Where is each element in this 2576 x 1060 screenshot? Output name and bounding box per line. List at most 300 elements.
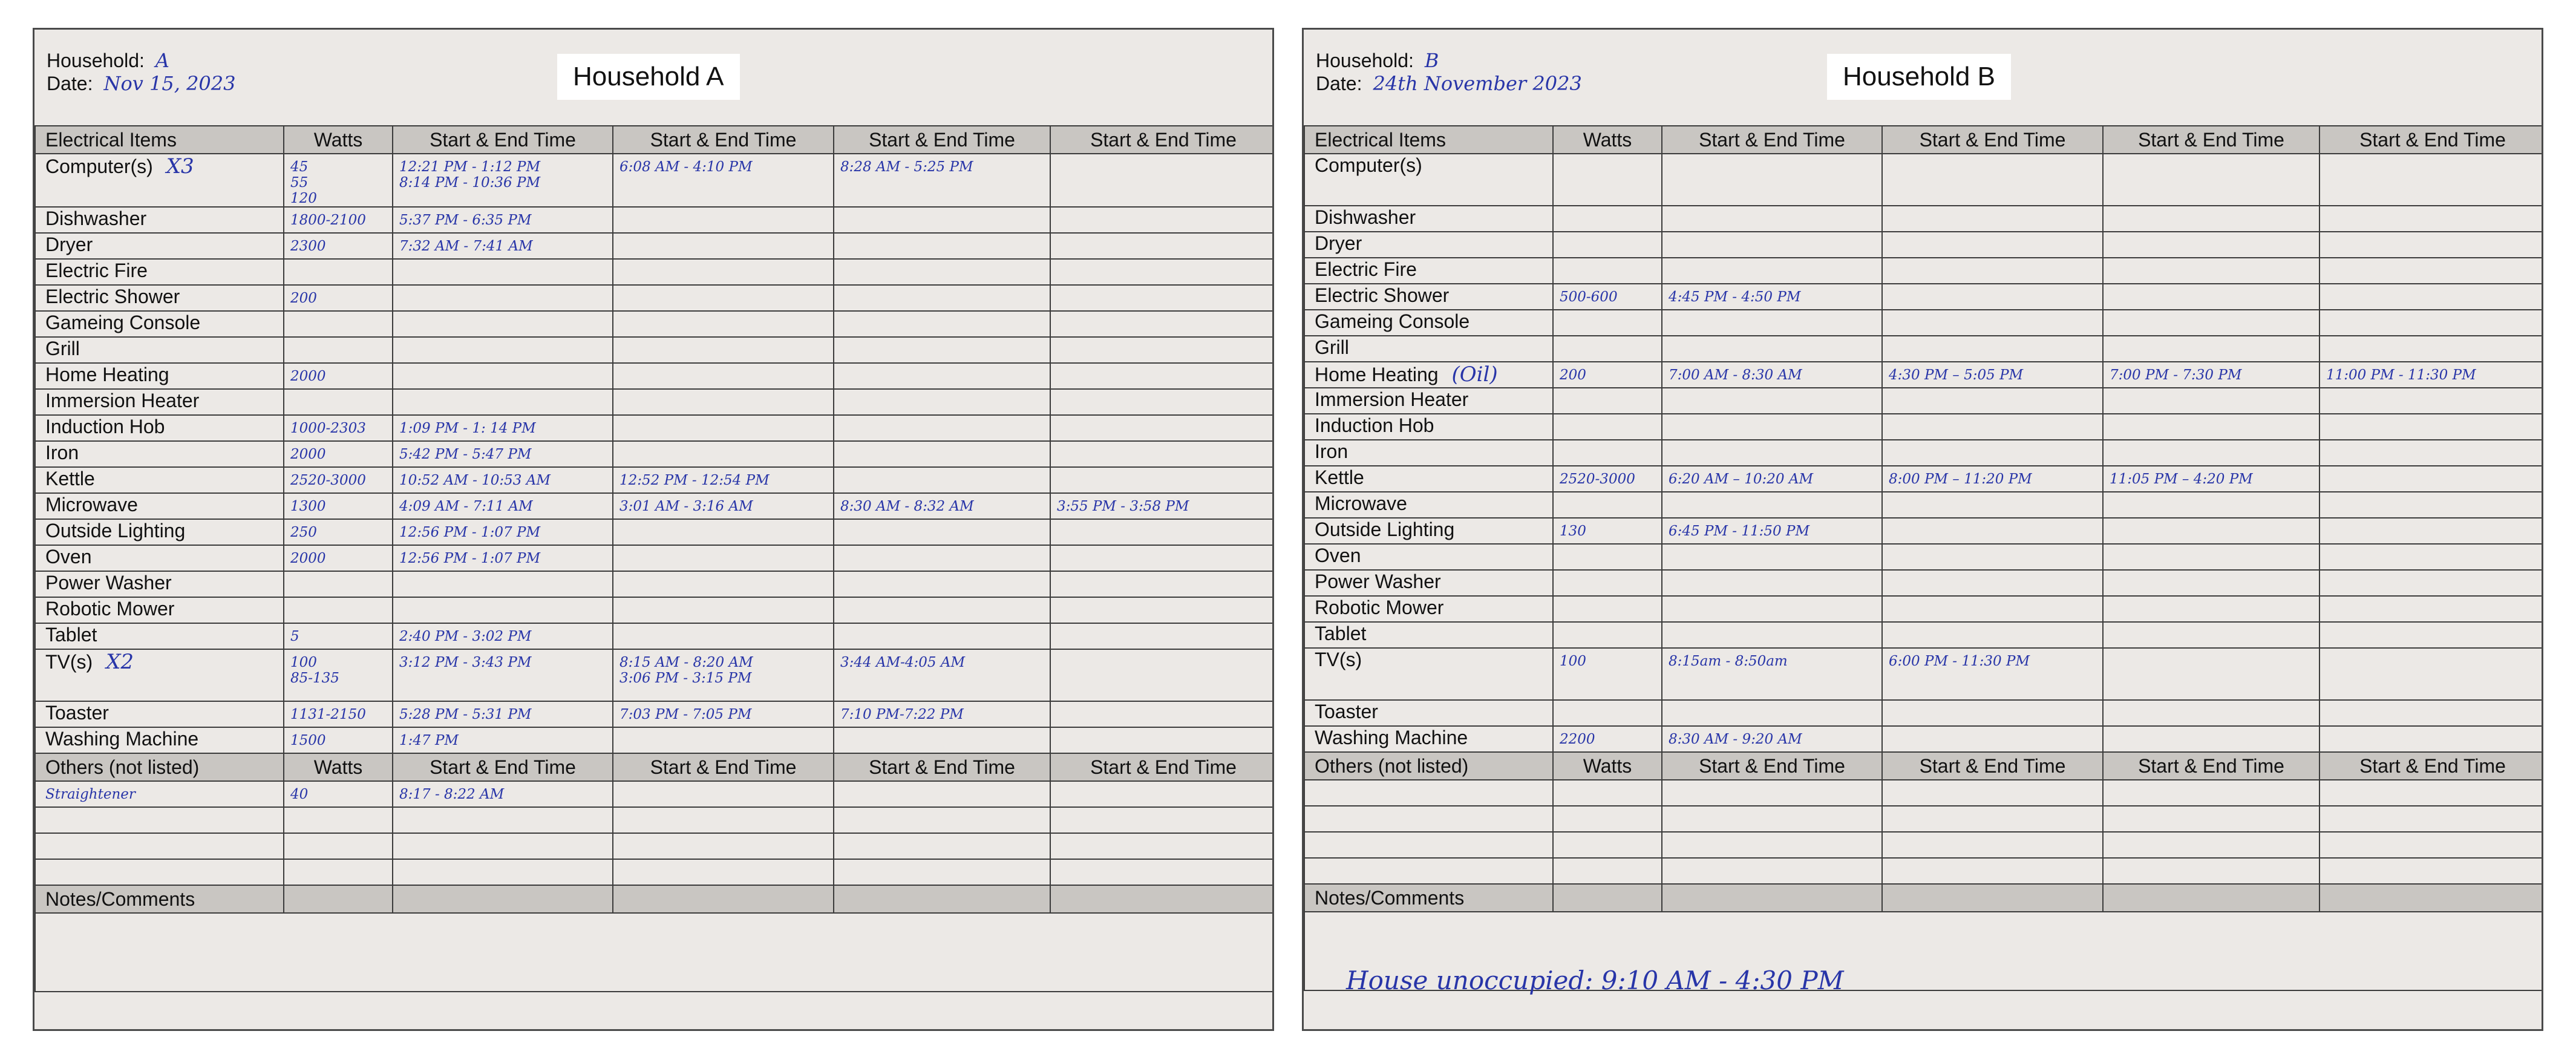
- start-end-time-header: Start & End Time: [2319, 126, 2543, 154]
- time-cell: [613, 311, 834, 337]
- item-row: [1304, 570, 2543, 596]
- time-value: 4:09 AM - 7:11 AM: [399, 499, 533, 514]
- time-cell: [613, 519, 834, 545]
- time-value: [619, 782, 827, 787]
- watts-cell: [1553, 544, 1662, 570]
- item-cell: [1304, 570, 1553, 596]
- item-cell: [1304, 388, 1553, 414]
- time-value: [1889, 440, 2096, 445]
- time-value: [2326, 206, 2539, 211]
- time-cell: [613, 207, 834, 233]
- start-end-time-header: Start & End Time: [2103, 126, 2319, 154]
- item-row: [35, 415, 1274, 441]
- time-cell: [2103, 648, 2319, 700]
- item-row: [1304, 388, 2543, 414]
- item-cell: [35, 363, 284, 389]
- item-label: TV(s): [45, 651, 93, 673]
- time-value: 6:00 PM - 11:30 PM: [1889, 653, 2030, 669]
- time-value: [2326, 258, 2539, 263]
- item-label: Oven: [45, 546, 92, 568]
- time-cell: [2319, 284, 2543, 310]
- watts-value: 40: [290, 787, 309, 802]
- start-end-time-header: Start & End Time: [613, 753, 834, 781]
- time-value: [1889, 310, 2096, 315]
- time-value: 7:32 AM - 7:41 AM: [399, 238, 533, 254]
- time-value: [2110, 727, 2313, 731]
- time-value: [1669, 336, 1875, 341]
- watts-cell: [284, 781, 393, 807]
- time-cell: [1662, 336, 1882, 362]
- item-cell: [1304, 284, 1553, 310]
- time-value: [840, 208, 1044, 212]
- watts-value: [290, 860, 386, 865]
- item-cell: [35, 415, 284, 441]
- time-value: [619, 598, 827, 603]
- item-cell: [1304, 414, 1553, 440]
- time-cell: [393, 493, 613, 519]
- others-header: Others (not listed): [1304, 752, 1553, 780]
- watts-value: 2000: [290, 551, 326, 566]
- usage-table: [1304, 125, 2543, 991]
- item-cell: [1304, 780, 1553, 806]
- time-value: [840, 728, 1044, 733]
- time-value: [619, 390, 827, 394]
- time-cell: [2103, 622, 2319, 648]
- time-value: [1057, 598, 1270, 603]
- time-cell: [2319, 596, 2543, 622]
- time-cell: [2103, 806, 2319, 832]
- watts-cell: [1553, 232, 1662, 258]
- item-row: [35, 493, 1274, 519]
- time-cell: [1662, 570, 1882, 596]
- watts-value: [1560, 623, 1655, 627]
- header-row: [1304, 752, 2543, 780]
- time-value: [1057, 442, 1270, 447]
- time-value: [1057, 234, 1270, 238]
- watts-cell: [1553, 362, 1662, 388]
- time-value: [2326, 466, 2539, 471]
- time-cell: [613, 389, 834, 415]
- watts-cell: [284, 207, 393, 233]
- watts-value: [290, 312, 386, 316]
- item-label: Induction Hob: [1315, 414, 1434, 436]
- time-value: [1669, 206, 1875, 211]
- time-value: [1889, 492, 2096, 497]
- time-value: 12:56 PM - 1:07 PM: [399, 551, 540, 566]
- time-value: [2110, 571, 2313, 575]
- time-value: [1057, 468, 1270, 473]
- time-value: [2110, 649, 2313, 653]
- time-value: 6:45 PM - 11:50 PM: [1669, 523, 1809, 539]
- time-value: [1669, 701, 1875, 705]
- item-label: Gameing Console: [1315, 310, 1470, 332]
- time-value: 11:05 PM – 4:20 PM: [2110, 471, 2253, 487]
- time-value: [1669, 545, 1875, 549]
- time-cell: [834, 233, 1050, 259]
- item-label: Immersion Heater: [1315, 388, 1469, 410]
- time-cell: [2103, 258, 2319, 284]
- time-cell: [1662, 700, 1882, 726]
- time-cell: [613, 701, 834, 727]
- time-cell: [1662, 258, 1882, 284]
- time-cell: [834, 623, 1050, 649]
- time-cell: [1882, 232, 2103, 258]
- time-cell: [613, 571, 834, 597]
- watts-cell: [1553, 466, 1662, 492]
- item-cell: [1304, 858, 1553, 884]
- time-cell: [613, 727, 834, 753]
- time-value: 5:28 PM - 5:31 PM: [399, 707, 532, 722]
- item-label: Home Heating: [1315, 364, 1439, 385]
- time-value: [619, 520, 827, 525]
- time-cell: [1050, 154, 1274, 207]
- time-cell: [1050, 285, 1274, 311]
- item-label: Washing Machine: [45, 728, 199, 750]
- time-cell: [834, 859, 1050, 885]
- watts-cell: [284, 519, 393, 545]
- item-label: Gameing Console: [45, 312, 201, 333]
- time-value: [399, 834, 606, 839]
- date-value: 24th November 2023: [1373, 72, 1582, 95]
- time-value: [399, 364, 606, 368]
- time-cell: [613, 649, 834, 701]
- watts-value: [1560, 388, 1655, 393]
- notes-header-blank: [1050, 885, 1274, 913]
- item-label: Induction Hob: [45, 416, 165, 437]
- time-cell: [613, 859, 834, 885]
- time-value: [2326, 780, 2539, 785]
- time-value: 12:56 PM - 1:07 PM: [399, 525, 540, 540]
- other-row: [1304, 832, 2543, 858]
- watts-header: Watts: [1553, 126, 1662, 154]
- time-value: [2110, 284, 2313, 289]
- time-cell: [1882, 154, 2103, 206]
- time-value: [1889, 206, 2096, 211]
- item-row: [35, 337, 1274, 363]
- item-label: Dryer: [1315, 232, 1362, 254]
- time-cell: [834, 285, 1050, 311]
- household-b-sheet: [1302, 28, 2543, 1031]
- time-value: 12:52 PM - 12:54 PM: [619, 473, 770, 488]
- item-cell: [1304, 154, 1553, 206]
- watts-cell: [284, 649, 393, 701]
- time-value: [2110, 414, 2313, 419]
- time-value: [2326, 388, 2539, 393]
- watts-value: [290, 598, 386, 603]
- time-value: 7:00 AM - 8:30 AM: [1669, 367, 1802, 383]
- time-cell: [393, 207, 613, 233]
- time-value: [2110, 336, 2313, 341]
- watts-value: [1560, 859, 1655, 863]
- item-row: [1304, 544, 2543, 570]
- time-cell: [2319, 440, 2543, 466]
- time-cell: [2319, 518, 2543, 544]
- time-value: [2110, 154, 2313, 159]
- time-cell: [2103, 700, 2319, 726]
- time-value: 3:01 AM - 3:16 AM: [619, 499, 753, 514]
- start-end-time-header: Start & End Time: [1050, 753, 1274, 781]
- notes-text: House unoccupied: 9:10 AM - 4:30 PM: [1346, 966, 1844, 995]
- time-cell: [2319, 700, 2543, 726]
- time-value: [619, 624, 827, 629]
- time-cell: [613, 781, 834, 807]
- time-value: [2326, 519, 2539, 523]
- item-row: [1304, 206, 2543, 232]
- watts-value: [1560, 833, 1655, 837]
- time-value: [1057, 338, 1270, 342]
- other-item-label: [45, 860, 277, 865]
- time-cell: [2319, 388, 2543, 414]
- item-label: Tablet: [1315, 623, 1367, 644]
- item-cell: [35, 207, 284, 233]
- watts-value: 2000: [290, 368, 326, 384]
- time-cell: [1662, 832, 1882, 858]
- item-note: X2: [106, 650, 134, 674]
- time-cell: [1882, 336, 2103, 362]
- watts-cell: [1553, 518, 1662, 544]
- item-label: TV(s): [1315, 649, 1362, 670]
- time-cell: [1882, 440, 2103, 466]
- time-value: 6:08 AM - 4:10 PM: [619, 159, 753, 175]
- household-value: B: [1424, 49, 1439, 72]
- item-label: Washing Machine: [1315, 727, 1468, 748]
- item-row: [1304, 700, 2543, 726]
- item-cell: [35, 545, 284, 571]
- time-cell: [613, 233, 834, 259]
- time-value: 8:15am - 8:50am: [1669, 653, 1788, 669]
- time-value: [619, 416, 827, 420]
- item-row: [35, 701, 1274, 727]
- time-value: [2326, 806, 2539, 811]
- time-value: [1889, 232, 2096, 237]
- time-value: [1669, 388, 1875, 393]
- watts-cell: [284, 389, 393, 415]
- time-cell: [834, 571, 1050, 597]
- start-end-time-header: Start & End Time: [1662, 752, 1882, 780]
- time-cell: [2103, 440, 2319, 466]
- item-label: Electric Shower: [1315, 284, 1450, 306]
- item-label: Toaster: [45, 702, 109, 724]
- item-row: [35, 154, 1274, 207]
- item-label: Power Washer: [45, 572, 172, 594]
- other-item-label: [1315, 833, 1546, 837]
- time-cell: [834, 701, 1050, 727]
- time-value: [1057, 286, 1270, 290]
- header-row: [1304, 126, 2543, 154]
- time-value: [2110, 206, 2313, 211]
- item-row: [35, 233, 1274, 259]
- time-cell: [1050, 467, 1274, 493]
- notes-header-blank: [1553, 884, 1662, 912]
- time-value: [1057, 782, 1270, 787]
- time-value: [1889, 154, 2096, 159]
- item-label: Oven: [1315, 545, 1361, 566]
- time-value: [1669, 780, 1875, 785]
- item-label: Computer(s): [1315, 154, 1422, 176]
- time-cell: [2103, 518, 2319, 544]
- item-label: Computer(s): [45, 155, 153, 177]
- time-cell: [2319, 622, 2543, 648]
- watts-cell: [1553, 726, 1662, 752]
- item-cell: [35, 833, 284, 859]
- item-label: Immersion Heater: [45, 390, 200, 411]
- item-label: Iron: [1315, 440, 1348, 462]
- time-cell: [1882, 596, 2103, 622]
- time-value: 8:17 - 8:22 AM: [399, 787, 505, 802]
- item-cell: [35, 337, 284, 363]
- watts-cell: [1553, 336, 1662, 362]
- time-cell: [2319, 336, 2543, 362]
- watts-value: [290, 572, 386, 577]
- watts-value: 2200: [1560, 731, 1595, 747]
- watts-value: [290, 390, 386, 394]
- time-cell: [1050, 389, 1274, 415]
- time-value: [1669, 571, 1875, 575]
- time-value: [840, 782, 1044, 787]
- item-label: Iron: [45, 442, 79, 463]
- watts-cell: [1553, 570, 1662, 596]
- time-cell: [834, 259, 1050, 285]
- start-end-time-header: Start & End Time: [1882, 752, 2103, 780]
- notes-header-blank: [2103, 884, 2319, 912]
- item-row: [1304, 362, 2543, 388]
- item-row: [1304, 154, 2543, 206]
- watts-cell: [1553, 622, 1662, 648]
- time-cell: [393, 727, 613, 753]
- time-cell: [1882, 570, 2103, 596]
- notes-header-row: [35, 885, 1274, 913]
- watts-value: [1560, 206, 1655, 211]
- other-item-label: Straightener: [45, 787, 136, 802]
- watts-cell: [284, 467, 393, 493]
- watts-cell: [284, 493, 393, 519]
- item-row: [35, 623, 1274, 649]
- item-label: Electric Shower: [45, 286, 180, 307]
- item-label: Outside Lighting: [45, 520, 186, 541]
- watts-cell: [1553, 596, 1662, 622]
- time-cell: [2103, 232, 2319, 258]
- item-cell: [1304, 622, 1553, 648]
- time-value: [1669, 258, 1875, 263]
- time-value: [2110, 623, 2313, 627]
- time-cell: [1882, 832, 2103, 858]
- time-cell: [834, 727, 1050, 753]
- time-cell: [1882, 258, 2103, 284]
- time-cell: [1882, 206, 2103, 232]
- item-cell: [35, 233, 284, 259]
- time-cell: [1050, 207, 1274, 233]
- time-cell: [1050, 337, 1274, 363]
- time-value: 11:00 PM - 11:30 PM: [2326, 367, 2476, 383]
- item-row: [35, 467, 1274, 493]
- watts-value: 200: [290, 290, 317, 306]
- time-cell: [1662, 154, 1882, 206]
- time-cell: [834, 519, 1050, 545]
- time-value: [1889, 623, 2096, 627]
- time-cell: [1662, 466, 1882, 492]
- time-cell: [1050, 415, 1274, 441]
- time-cell: [393, 311, 613, 337]
- item-label: Electric Fire: [45, 260, 148, 281]
- watts-value: 1131-2150: [290, 707, 366, 722]
- watts-value: [1560, 545, 1655, 549]
- electrical-items-header: Electrical Items: [1304, 126, 1553, 154]
- item-label: Dishwasher: [45, 208, 147, 229]
- item-label: Outside Lighting: [1315, 519, 1455, 540]
- time-value: [619, 442, 827, 447]
- item-cell: [35, 701, 284, 727]
- start-end-time-header: Start & End Time: [2103, 752, 2319, 780]
- item-row: [1304, 518, 2543, 544]
- time-value: [2326, 649, 2539, 653]
- time-cell: [393, 701, 613, 727]
- time-value: [1057, 364, 1270, 368]
- watts-header: Watts: [284, 126, 393, 154]
- item-row: [1304, 414, 2543, 440]
- notes-header: Notes/Comments: [35, 885, 284, 913]
- item-cell: [1304, 258, 1553, 284]
- time-cell: [393, 259, 613, 285]
- time-cell: [1050, 363, 1274, 389]
- time-value: [619, 286, 827, 290]
- watts-cell: [1553, 154, 1662, 206]
- watts-cell: [284, 233, 393, 259]
- time-cell: [2319, 232, 2543, 258]
- time-cell: [2319, 780, 2543, 806]
- time-value: 1:09 PM - 1: 14 PM: [399, 420, 536, 436]
- household-title: Household A: [557, 54, 740, 100]
- time-value: [1889, 336, 2096, 341]
- time-value: [2110, 492, 2313, 497]
- other-row: [35, 807, 1274, 833]
- time-cell: [1050, 727, 1274, 753]
- item-label: Dishwasher: [1315, 206, 1416, 228]
- watts-value: [1560, 571, 1655, 575]
- watts-value: 100: [1560, 653, 1586, 669]
- time-value: [1889, 545, 2096, 549]
- other-row: [1304, 780, 2543, 806]
- time-cell: [834, 415, 1050, 441]
- time-value: [840, 286, 1044, 290]
- household-value: A: [155, 49, 169, 72]
- time-cell: [1882, 858, 2103, 884]
- watts-value: [1560, 701, 1655, 705]
- item-cell: [1304, 492, 1553, 518]
- start-end-time-header: Start & End Time: [613, 126, 834, 154]
- time-cell: [2319, 570, 2543, 596]
- time-cell: [1050, 859, 1274, 885]
- watts-value: 500-600: [1560, 289, 1618, 305]
- notes-header-blank: [284, 885, 393, 913]
- time-cell: [613, 441, 834, 467]
- time-value: 3:12 PM - 3:43 PM: [399, 655, 532, 670]
- time-value: [1889, 859, 2096, 863]
- start-end-time-header: Start & End Time: [393, 753, 613, 781]
- item-row: [35, 597, 1274, 623]
- time-cell: [1882, 518, 2103, 544]
- time-value: [399, 860, 606, 865]
- time-value: [399, 598, 606, 603]
- time-value: [1057, 312, 1270, 316]
- time-value: [1669, 806, 1875, 811]
- time-value: [399, 338, 606, 342]
- time-value: [1057, 390, 1270, 394]
- item-label: Robotic Mower: [1315, 597, 1444, 618]
- household-field: [47, 49, 169, 72]
- time-value: [1669, 414, 1875, 419]
- item-cell: [35, 285, 284, 311]
- household-field: [1316, 49, 1439, 72]
